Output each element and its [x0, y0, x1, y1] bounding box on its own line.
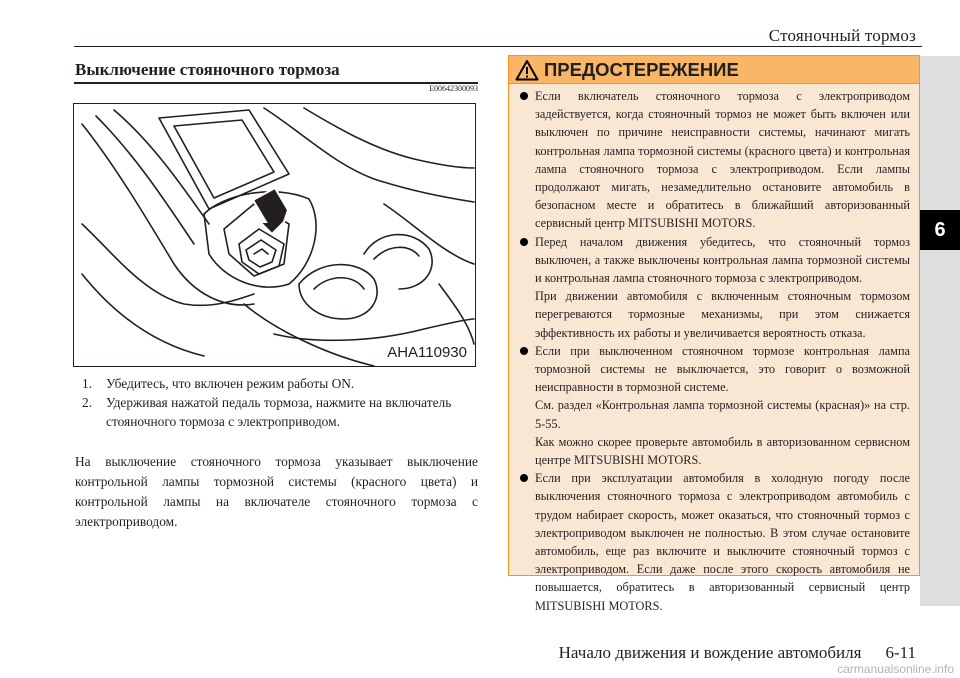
header-rule — [74, 46, 922, 47]
running-header: Стояночный тормоз — [768, 26, 916, 45]
bullet-icon — [520, 87, 535, 233]
section-title: Выключение стояночного тормоза — [75, 60, 340, 79]
warning-text: Если при выключенном стояночном тормозе контрольная лампа тормозной системы не выключается, это говорит о возможной неисправности в тормозной системе. — [535, 343, 910, 395]
warning-text: См. раздел «Контрольная лампа тормозной системы (красная)» на стр. 5-55. — [535, 398, 910, 431]
bullet-icon — [520, 469, 535, 615]
figure-label: AHA110930 — [387, 344, 467, 361]
warning-text: Перед началом движения убедитесь, что стояночный тормоз выключен, а также выключены контрольная лампа тормозной системы и контрольная лампа стояночного тормоза с электроприводом. — [535, 234, 910, 286]
warning-box — [508, 55, 920, 613]
page-footer — [559, 643, 916, 663]
page-number: 6-11 — [885, 643, 916, 662]
warning-item — [520, 469, 910, 615]
bullet-icon — [520, 342, 535, 469]
warning-triangle-icon — [515, 59, 539, 81]
warning-text: Если при эксплуатации автомобиля в холодную погоду после выключения стояночного тормоза с электроприводом автомобиль с трудом набирает скорость, может оказаться, что стояночный тормоз с электроприводом выключен не полностью. В этом случае остановите автомобиль, еще раз включите и выключите стояночный тормоз с электроприводом. Если даже после этого скорость автомобиля не повышается, обратитесь в авторизованный сервисный центр MITSUBISHI MOTORS. — [535, 471, 910, 613]
step-number: 1. — [82, 376, 93, 391]
warning-text: Если включатель стояночного тормоза с электроприводом задействуется, когда стояночный тормоз не может быть включен или выключен по причине неисправности системы, начинают мигать контрольная лампа тормозной системы (красного цвета) и контрольная лампа стояночного тормоза с электроприводом. Если лампы продолжают мигать, незамедлительно остановите автомобиль в безопасном месте и обратитесь в ближайший авторизованный сервисный центр MITSUBISHI MOTORS. — [535, 89, 910, 231]
body-paragraph: На выключение стояночного тормоза указывает выключение контрольной лампы тормозной системы (красного цвета) и контрольной лампы на включателе стояночного тормоза с электроприводом. — [75, 454, 478, 529]
warning-title: ПРЕДОСТЕРЕЖЕНИЕ — [544, 58, 739, 80]
push-arrow-icon — [253, 188, 288, 234]
section-code: E00642300093 — [429, 84, 478, 93]
warning-list — [520, 87, 910, 615]
steps-list — [82, 374, 482, 431]
warning-item — [520, 87, 910, 233]
warning-text: Как можно скорее проверьте автомобиль в авторизованном сервисном центре MITSUBISHI MOTORS. — [535, 434, 910, 468]
console-line-drawing — [74, 104, 475, 366]
step-number: 2. — [82, 395, 93, 410]
watermark: carmanualsonline.info — [837, 662, 954, 676]
chapter-side-tab — [920, 56, 960, 606]
warning-item — [520, 342, 910, 469]
warning-text: При движении автомобиля с включенным стояночным тормозом перегреваются тормозные механизмы, при этом снижается эффективность их работы и увеличивается вероятность отказа. — [535, 289, 910, 340]
chapter-number-badge: 6 — [920, 210, 960, 250]
warning-item — [520, 233, 910, 342]
footer-section-name: Начало движения и вождение автомобиля — [558, 643, 862, 662]
step-text: Убедитесь, что включен режим работы ON. — [106, 376, 355, 391]
step-text: Удерживая нажатой педаль тормоза, нажмите на включатель стояночного тормоза с электроприводом. — [106, 395, 452, 429]
bullet-icon — [520, 233, 535, 342]
step-item — [82, 374, 482, 393]
console-illustration — [73, 103, 476, 367]
step-item — [82, 393, 482, 431]
warning-header — [509, 56, 919, 84]
